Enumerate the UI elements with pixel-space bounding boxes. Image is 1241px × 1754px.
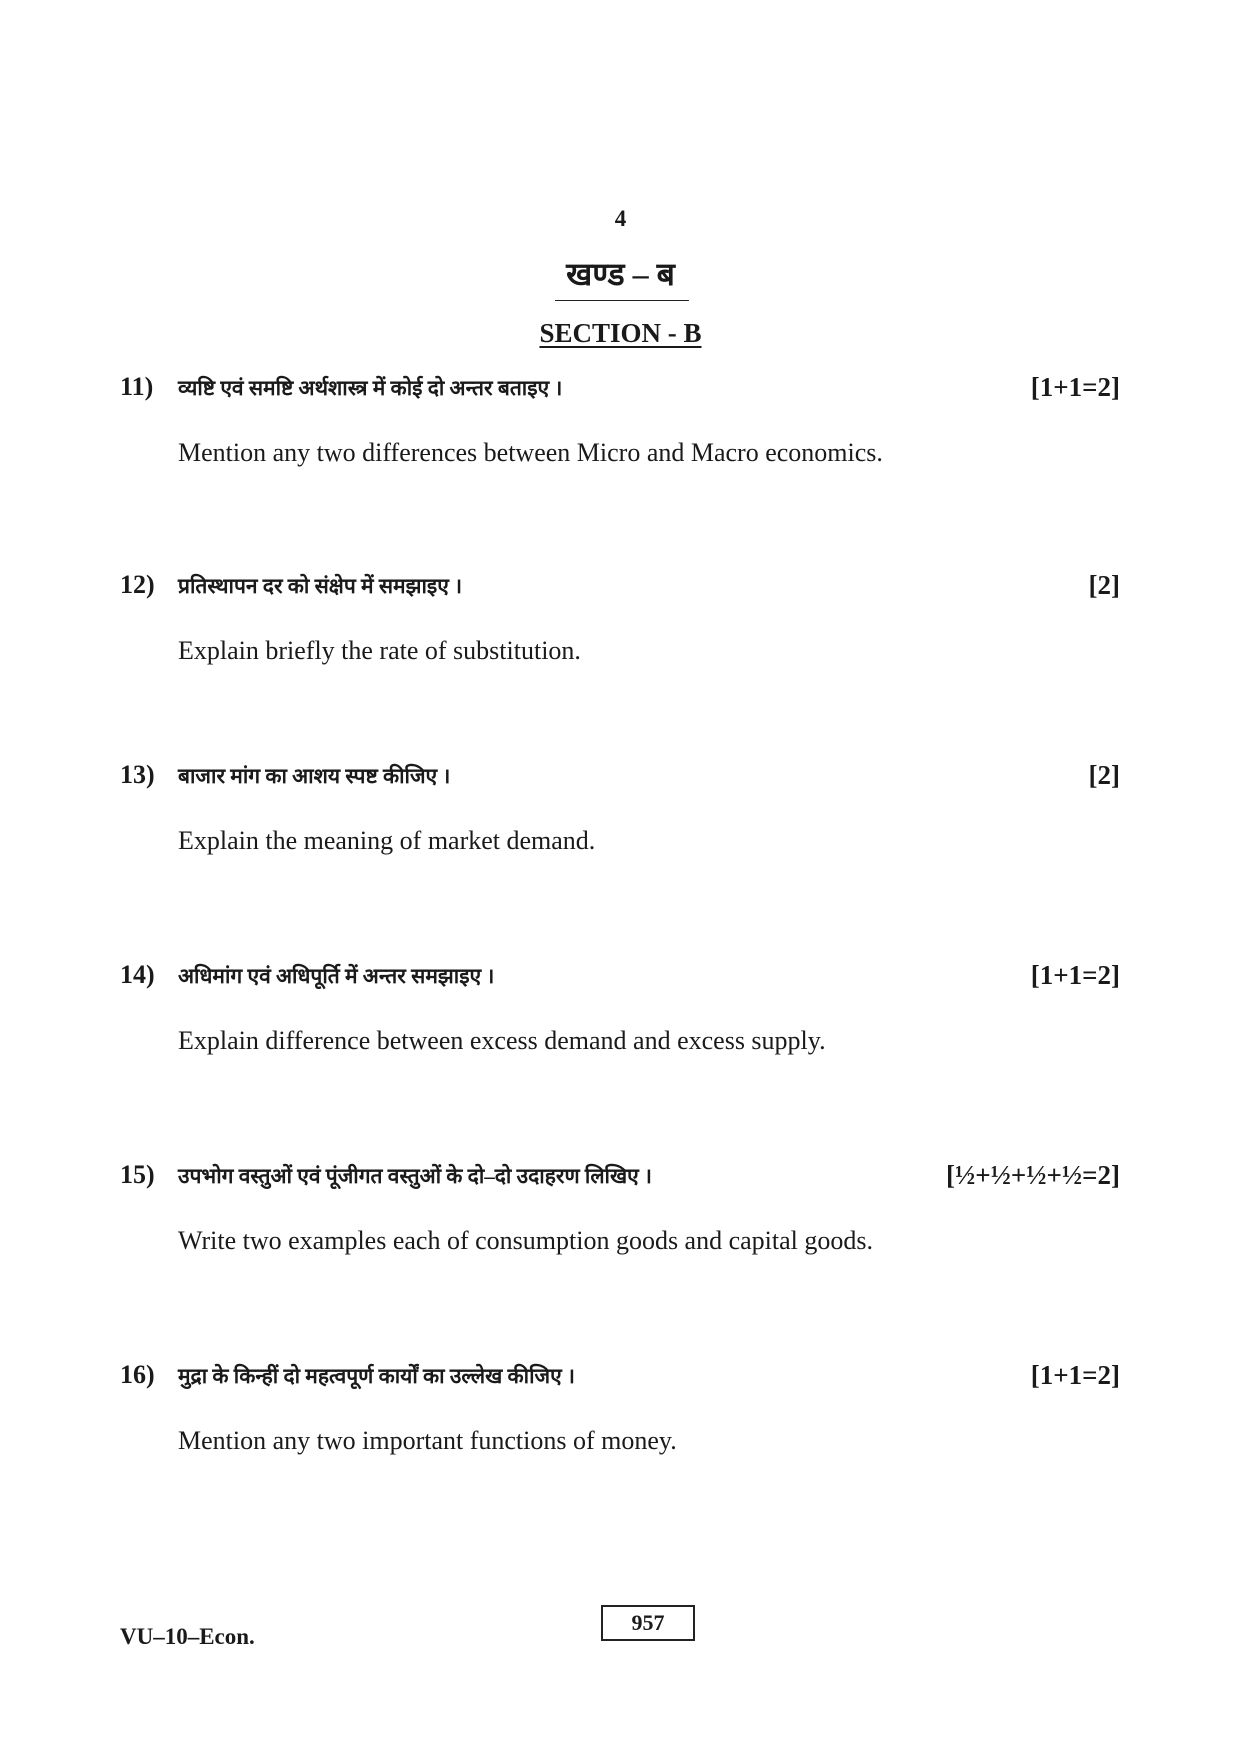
section-title-english: SECTION - B [539, 318, 702, 348]
paper-number-box: 957 [601, 1605, 695, 1641]
question-number: 13) [120, 760, 155, 789]
question-text-hindi: अधिमांग एवं अधिपूर्ति में अन्तर समझाइए । [178, 964, 495, 988]
question-11 [120, 372, 1120, 512]
question-13 [120, 760, 1120, 900]
question-number: 11) [120, 372, 154, 401]
question-text-english: Explain difference between excess demand and excess supply. [178, 1026, 826, 1055]
question-marks: [½+½+½+½=2] [945, 1160, 1120, 1190]
question-number: 14) [120, 960, 155, 989]
page-number: 4 [614, 206, 627, 231]
question-text-hindi: व्यष्टि एवं समष्टि अर्थशास्त्र में कोई दो अन्तर बताइए । [178, 376, 563, 400]
question-text-english: Mention any two differences between Micro and Macro economics. [178, 438, 883, 467]
question-number: 12) [120, 570, 155, 599]
question-text-hindi: उपभोग वस्तुओं एवं पूंजीगत वस्तुओं के दो–दो उदाहरण लिखिए । [178, 1164, 652, 1188]
question-text-english: Explain briefly the rate of substitution. [178, 636, 581, 665]
question-text-hindi: बाजार मांग का आशय स्पष्ट कीजिए । [178, 764, 451, 788]
question-marks: [2] [1088, 760, 1120, 790]
question-marks: [1+1=2] [1030, 372, 1120, 402]
question-text-hindi: मुद्रा के किन्हीं दो महत्वपूर्ण कार्यों का उल्लेख कीजिए । [178, 1364, 575, 1388]
question-text-hindi: प्रतिस्थापन दर को संक्षेप में समझाइए । [178, 574, 463, 598]
question-text-english: Write two examples each of consumption goods and capital goods. [178, 1226, 874, 1255]
question-marks: [2] [1088, 570, 1120, 600]
question-marks: [1+1=2] [1030, 960, 1120, 990]
question-number: 15) [120, 1160, 155, 1189]
question-16 [120, 1360, 1120, 1500]
paper-code: VU–10–Econ. [120, 1624, 255, 1649]
section-divider [555, 300, 689, 301]
section-title-hindi: खण्ड – ब [566, 256, 675, 292]
question-15 [120, 1160, 1120, 1300]
question-marks: [1+1=2] [1030, 1360, 1120, 1390]
question-text-english: Explain the meaning of market demand. [178, 826, 596, 855]
question-text-english: Mention any two important functions of money. [178, 1426, 677, 1455]
question-number: 16) [120, 1360, 155, 1389]
question-14 [120, 960, 1120, 1100]
question-12 [120, 570, 1120, 710]
